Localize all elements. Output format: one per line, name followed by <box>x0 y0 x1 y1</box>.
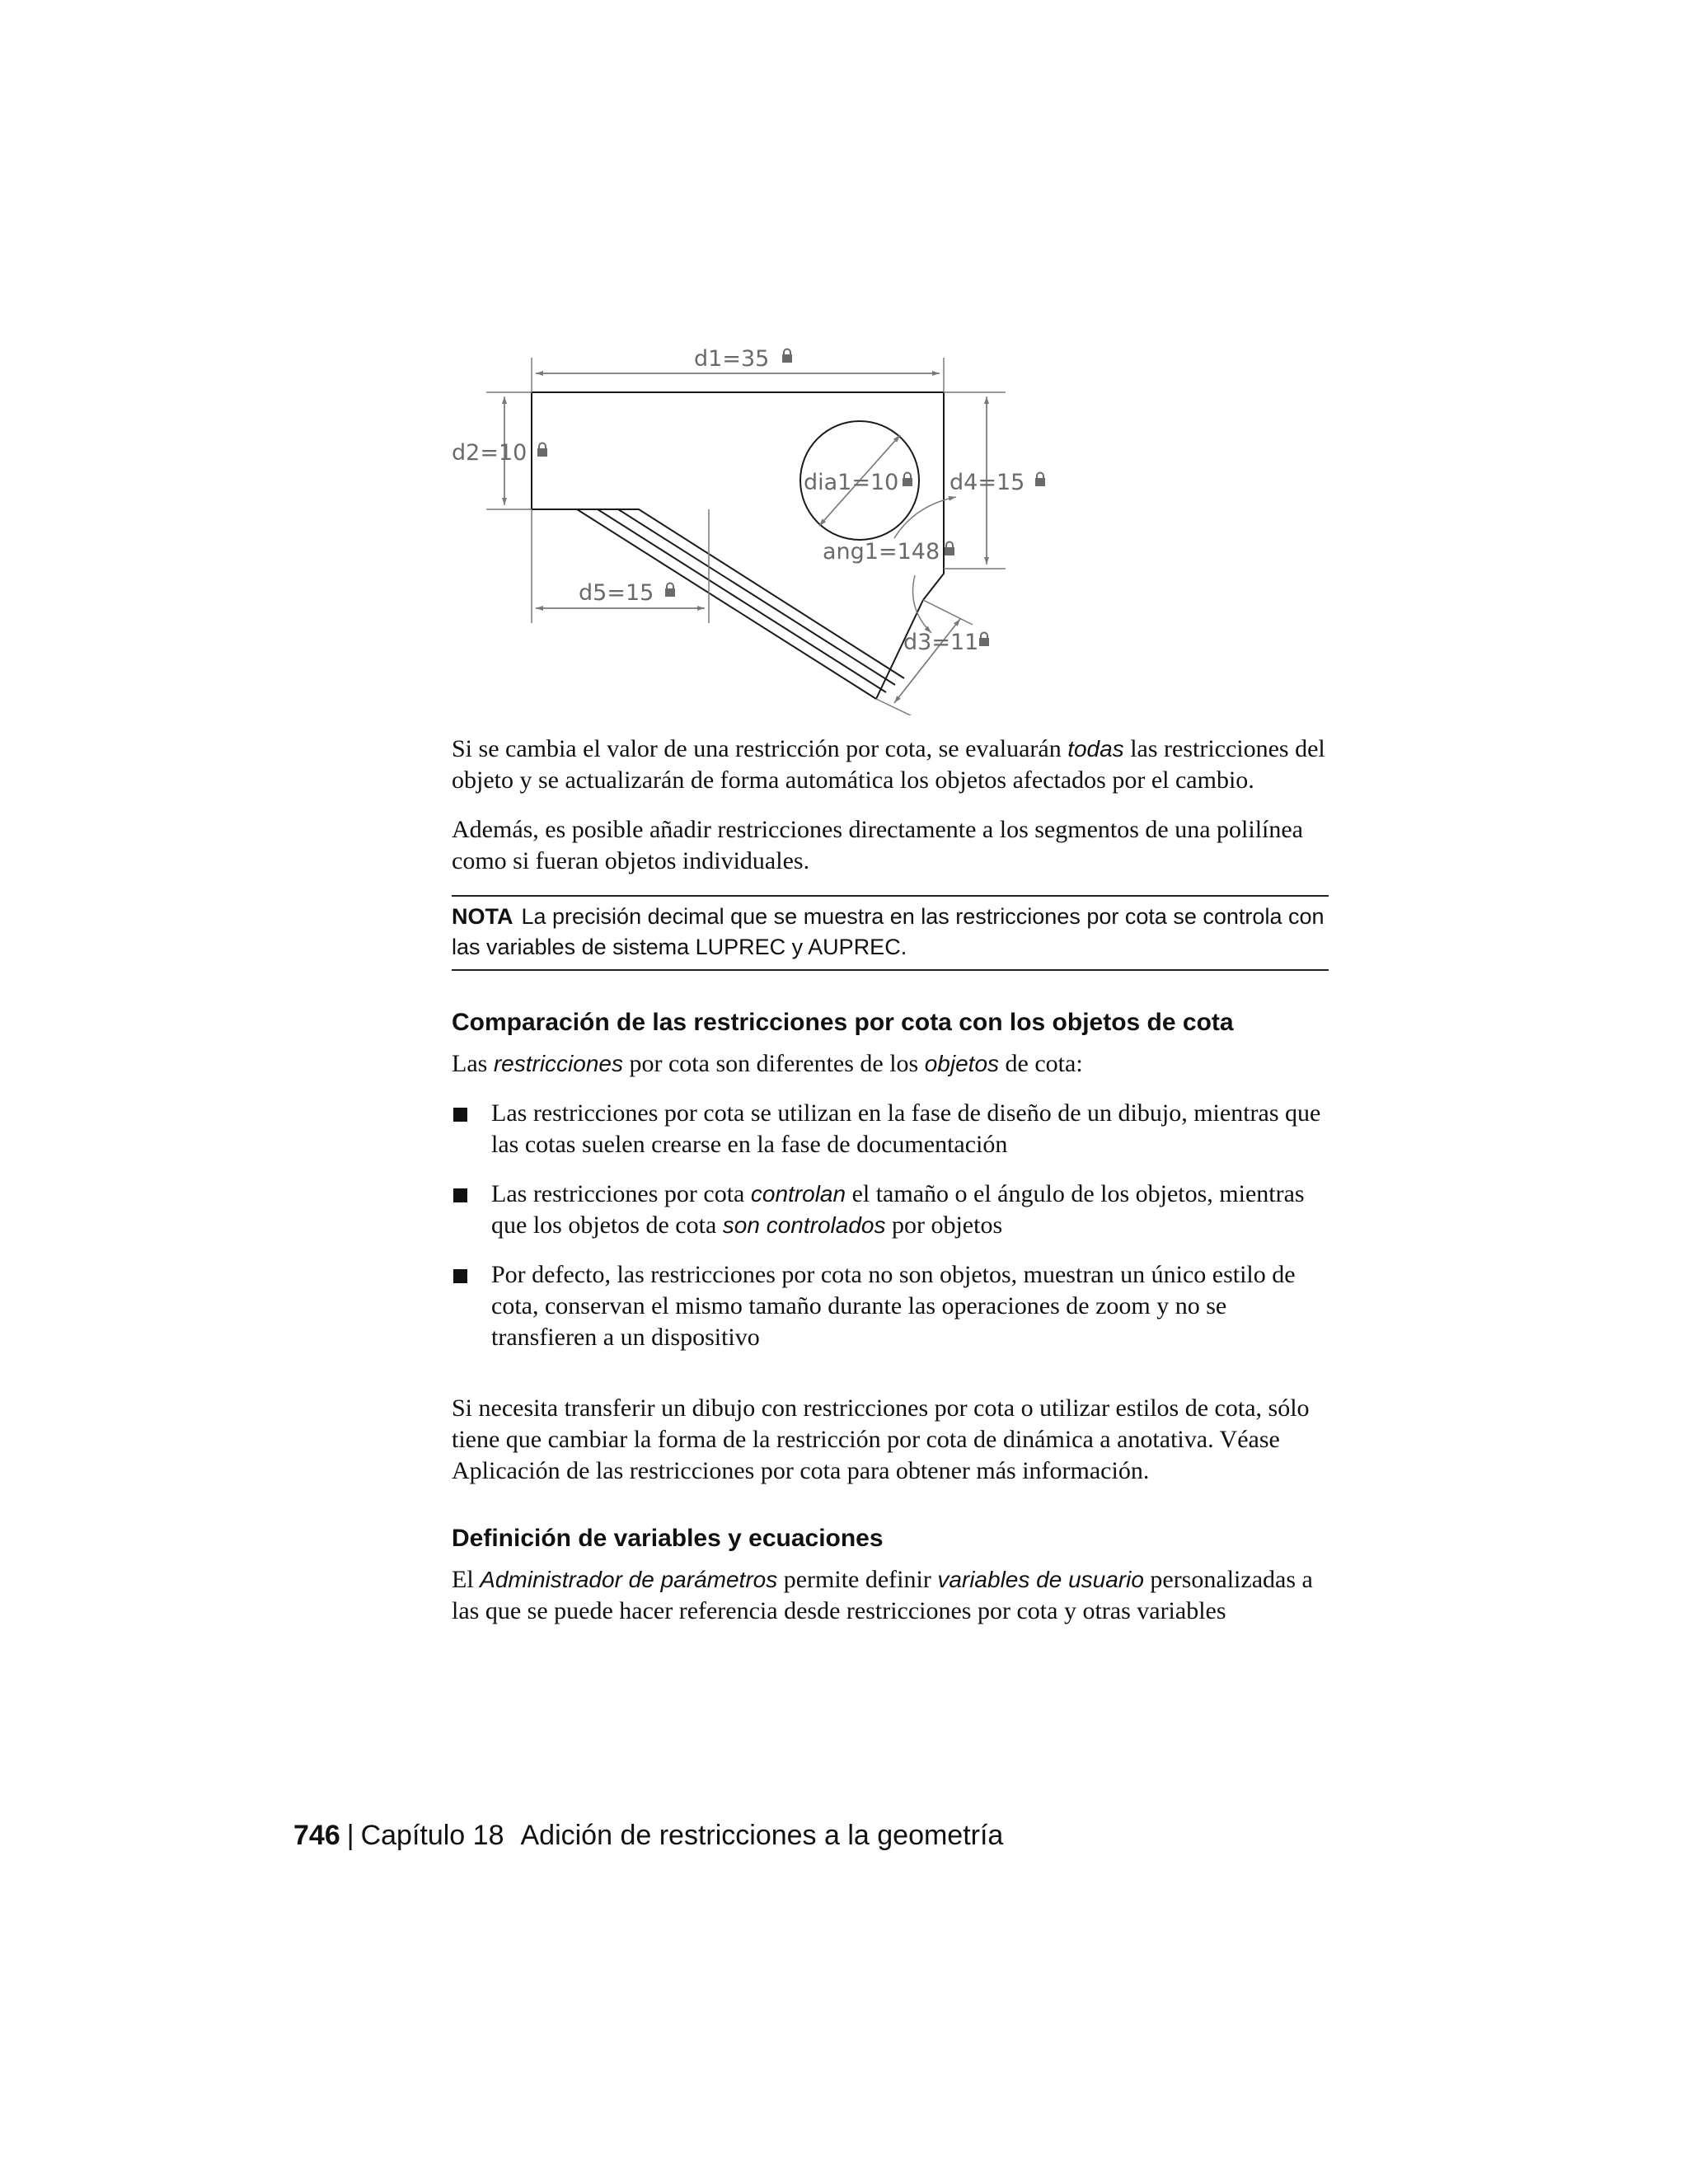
paragraph-parameters-manager: El Administrador de parámetros permite definir variables de usuario personalizadas a las que se puede hacer referencia desde restricciones por cota y otras variables <box>452 1566 1313 1624</box>
bullet-square-icon <box>453 1188 467 1202</box>
paragraph-comparison-intro: Las restricciones por cota son diferentes de los objetos de cota: <box>452 1050 1083 1077</box>
section-heading-variables: Definición de variables y ecuaciones <box>452 1525 884 1552</box>
section-heading-comparison: Comparación de las restricciones por cota con los objetos de cota <box>452 1009 1234 1036</box>
lock-icon <box>945 542 954 556</box>
lock-icon <box>665 583 675 598</box>
chapter-label: Capítulo 18 <box>360 1820 504 1851</box>
list-item: Las restricciones por cota controlan el tamaño o el ángulo de los objetos, mientras que los objetos de cota son controlados por objetos <box>452 1179 1329 1241</box>
page-content <box>452 733 1329 1627</box>
lock-icon <box>979 633 989 647</box>
bullet-square-icon <box>453 1108 467 1122</box>
bullet-square-icon <box>453 1269 467 1283</box>
dimension-lines <box>486 358 1006 715</box>
page-number: 746 <box>293 1820 340 1851</box>
lock-icon <box>903 473 912 487</box>
list-item: Las restricciones por cota se utilizan en la fase de diseño de un dibujo, mientras que las cotas suelen crearse en la fase de documentación <box>452 1098 1329 1160</box>
label-d1: d1=35 <box>694 346 770 372</box>
label-d2: d2=10 <box>452 440 528 466</box>
label-dia1: dia1=10 <box>804 470 899 495</box>
page-footer <box>293 1820 1003 1852</box>
constraint-drawing <box>445 336 1071 715</box>
note-label: NOTA <box>452 904 513 929</box>
footer-separator: | <box>346 1820 354 1851</box>
lock-icon <box>1035 473 1045 487</box>
lock-icon <box>537 443 547 457</box>
note-text: La precisión decimal que se muestra en las restricciones por cota se controla con las variables de sistema LUPREC y AUPREC. <box>452 904 1325 959</box>
label-d3: d3=11 <box>903 630 979 655</box>
note-box <box>452 895 1329 971</box>
lock-icon <box>782 349 792 363</box>
label-ang1: ang1=148 <box>823 539 940 565</box>
label-d4: d4=15 <box>950 470 1025 495</box>
chapter-title: Adición de restricciones a la geometría <box>520 1820 1004 1851</box>
label-d5: d5=15 <box>579 580 654 606</box>
paragraph-change-values: Si se cambia el valor de una restricción por cota, se evaluarán todas las restricciones del objeto y se actualizarán de forma automática los objetos afectados por el cambio. <box>452 735 1325 794</box>
paragraph-transfer: Si necesita transferir un dibujo con restricciones por cota o utilizar estilos de cota, sólo tiene que cambiar la forma de la restricción por cota de dinámica a anotativa. Véase Aplicación de las restricciones por cota para obtener más información. <box>452 1394 1310 1484</box>
list-item: Por defecto, las restricciones por cota no son objetos, muestran un único estilo de cota, conservan el mismo tamaño durante las operaciones de zoom y no se transfieren a un dispositivo <box>452 1259 1329 1353</box>
constraint-drawing-figure <box>445 336 1071 715</box>
comparison-list <box>452 1098 1329 1353</box>
paragraph-polyline: Además, es posible añadir restricciones directamente a los segmentos de una polilínea como si fueran objetos individuales. <box>452 816 1303 874</box>
